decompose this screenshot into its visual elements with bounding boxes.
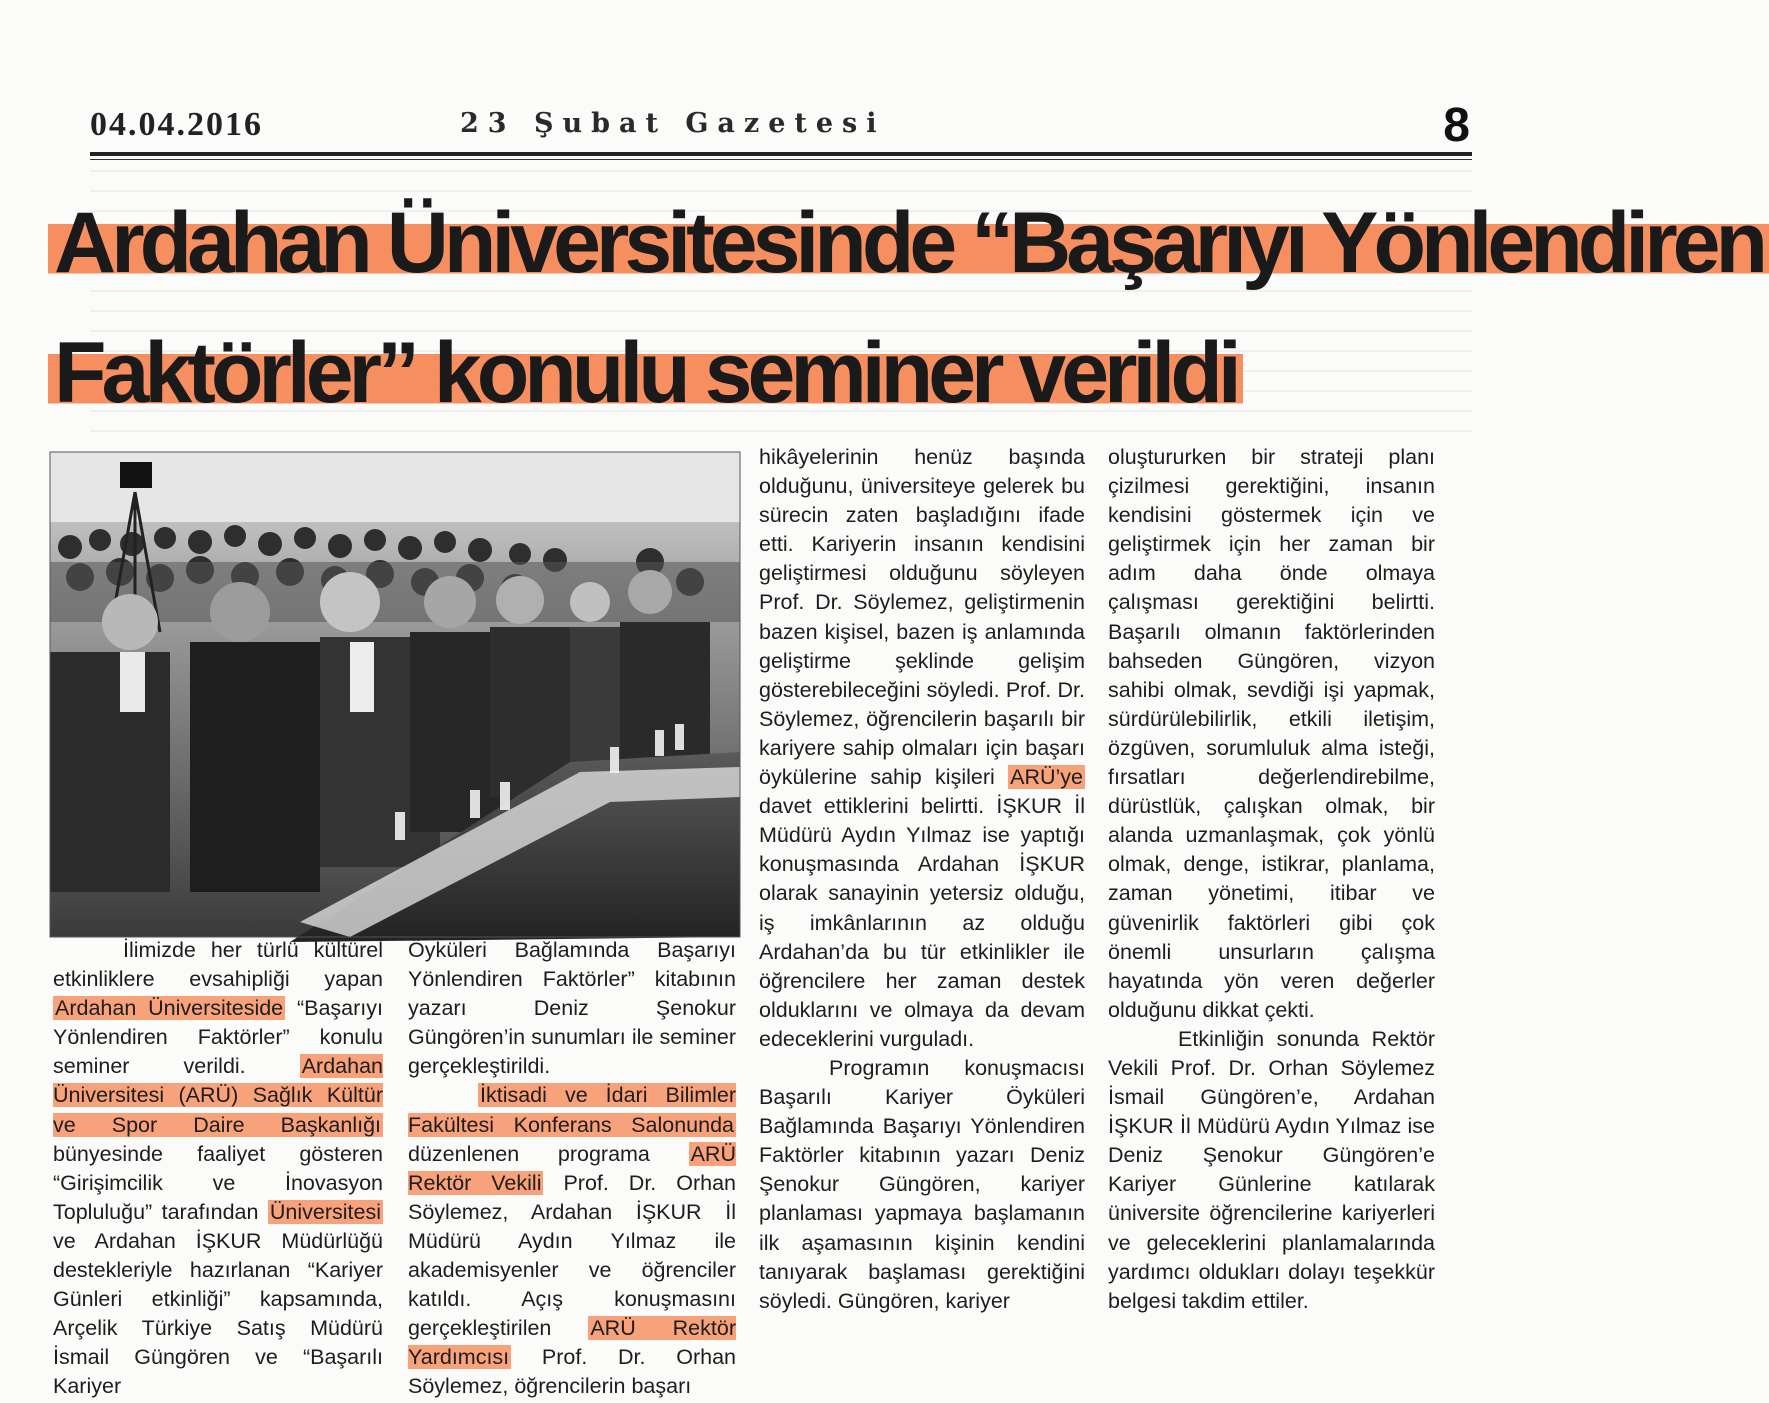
body-paragraph: Etkinliğin sonunda Rektör Vekili Prof. Dr. Orhan Söylemez İsmail Güngören’e, Ardahan İŞKUR İl Müdürü Aydın Yılmaz ise Deniz Şenokur Güngören’e Kariyer Günlerine katılarak üniversite öğrencilerine kariyerleri ve geleceklerini planlamalarında yardımcı oldukları dolayı teşekkür belgesi takdim ettiler. (1108, 1026, 1435, 1313)
article-column-3 (759, 443, 1085, 1316)
body-text: düzenlenen programa (408, 1141, 689, 1166)
page-number: 8 (1443, 99, 1470, 152)
article-column-1 (53, 936, 383, 1402)
body-text: bünyesinde faaliyet gösteren “Girişimcilik ve İnovasyon Topluluğu” tarafından (53, 1141, 383, 1224)
body-text: Prof. Dr. Orhan Söylemez, Ardahan İŞKUR İl Müdürü Aydın Yılmaz ile akademisyenler ve öğrenciler katıldı. Açış konuşmasını gerçekleştirilen (408, 1170, 736, 1341)
masthead-rule-thick (90, 152, 1472, 156)
body-text: “Başarıyı Yönlendiren Faktörler” konulu seminer verildi. (53, 996, 383, 1079)
article-column-2 (408, 936, 736, 1402)
headline-line-1: Ardahan Üniversitesinde “Başarıyı Yönlendiren (48, 195, 1769, 291)
body-text: davet ettiklerini belirtti. İŞKUR İl Müdürü Aydın Yılmaz ise yaptığı konuşmasında Ardahan İŞKUR olarak sanayinin yetersiz olduğu, iş imkânlarının az olduğu Ardahan’da bu tür etkinlikler ile öğrencilere her zaman destek olduklarını ve olmaya da devam edeceklerini vurguladı. (759, 794, 1085, 1051)
highlighted-text: İktisadi ve İdari Bilimler Fakültesi Konferans Salonunda (408, 1083, 736, 1137)
body-paragraph: oluştururken bir strateji planı çizilmesi gerektiğini, insanın kendisini göstermek için ve geliştirmek için her zaman bir adım daha önde olmaya çalışması gerektiğini belirtti. Başarılı olmanın faktörlerinden bahseden Güngören, vizyon sahibi olmak, sevdiği işi yapmak, sürdürülebilirlik, etkili iletişim, özgüven, sorumluluk alma isteği, fırsatları değerlendirebilme, dürüstlük, çalışkan olmak, bir alanda uzmanlaşmak, çok yönlü olmak, denge, istikrar, planlama, zaman yönetimi, itibar ve güvenirlik faktörleri gibi çok önemli unsurların çalışma hayatında yön veren değerler olduğunu dikkat çekti. (1108, 445, 1435, 1022)
issue-date: 04.04.2016 (90, 106, 263, 143)
highlighted-text: Ardahan Üniversitesi (ARÜ) Sağlık Kültür ve Spor Daire Başkanlığı (53, 1054, 383, 1137)
masthead-rule-thin (90, 159, 1472, 160)
highlighted-text: Üniversitesi (269, 1199, 381, 1224)
highlighted-text: ARÜ Rektör Yardımcısı (408, 1316, 736, 1370)
headline-line-2: Faktörler” konulu seminer verildi (48, 325, 1243, 421)
body-text: Öyküleri Bağlamında Başarıyı Yönlendiren Faktörler” kitabının yazarı Deniz Şenokur Güngören’in sunumları ile seminer gerçekleştirildi. (408, 938, 736, 1079)
body-text: Prof. Dr. Orhan Söylemez, öğrencilerin başarı (408, 1345, 736, 1399)
seminar-audience-photo (50, 452, 740, 937)
highlighted-text: ARÜ’ye (1010, 765, 1083, 790)
body-text: hikâyelerinin henüz başında olduğunu, üniversiteye gelerek bu sürecin zaten başladığını ifade etti. Kariyerin insanın kendisini geliştirmesi olduğunu söyleyen Prof. Dr. Söylemez, geliştirmenin bazen kişisel, bazen iş anlamında geliştirme şeklinde gelişim gösterebileceğini söyledi. Prof. Dr. Söylemez, öğrencilerin başarılı bir kariyere sahip olmaları için başarı öykülerine sahip kişileri (759, 445, 1085, 790)
masthead (90, 99, 1470, 152)
article-column-4 (1108, 443, 1435, 1316)
highlighted-text: ARÜ Rektör Vekili (408, 1141, 736, 1195)
newspaper-name: 23 Şubat Gazetesi (460, 108, 886, 139)
body-paragraph: Programın konuşmacısı Başarılı Kariyer Öyküleri Bağlamında Başarıyı Yönlendiren Faktörler kitabının yazarı Deniz Şenokur Güngören, kariyer planlaması yapmaya başlamanın ilk aşamasının kişinin kendini tanıyarak başlaması gerektiğini söyledi. Güngören, kariyer (759, 1055, 1085, 1313)
highlighted-text: Ardahan Üniversiteside (55, 996, 284, 1021)
body-text: İlimizde her türlü kültürel etkinliklere evsahipliği yapan (53, 938, 383, 992)
body-text: ve Ardahan İŞKUR Müdürlüğü destekleriyle hazırlanan “Kariyer Günleri etkinliği” kapsamında, Arçelik Türkiye Satış Müdürü İsmail Güngören ve “Başarılı Kariyer (53, 1228, 383, 1399)
headline (48, 178, 1764, 438)
